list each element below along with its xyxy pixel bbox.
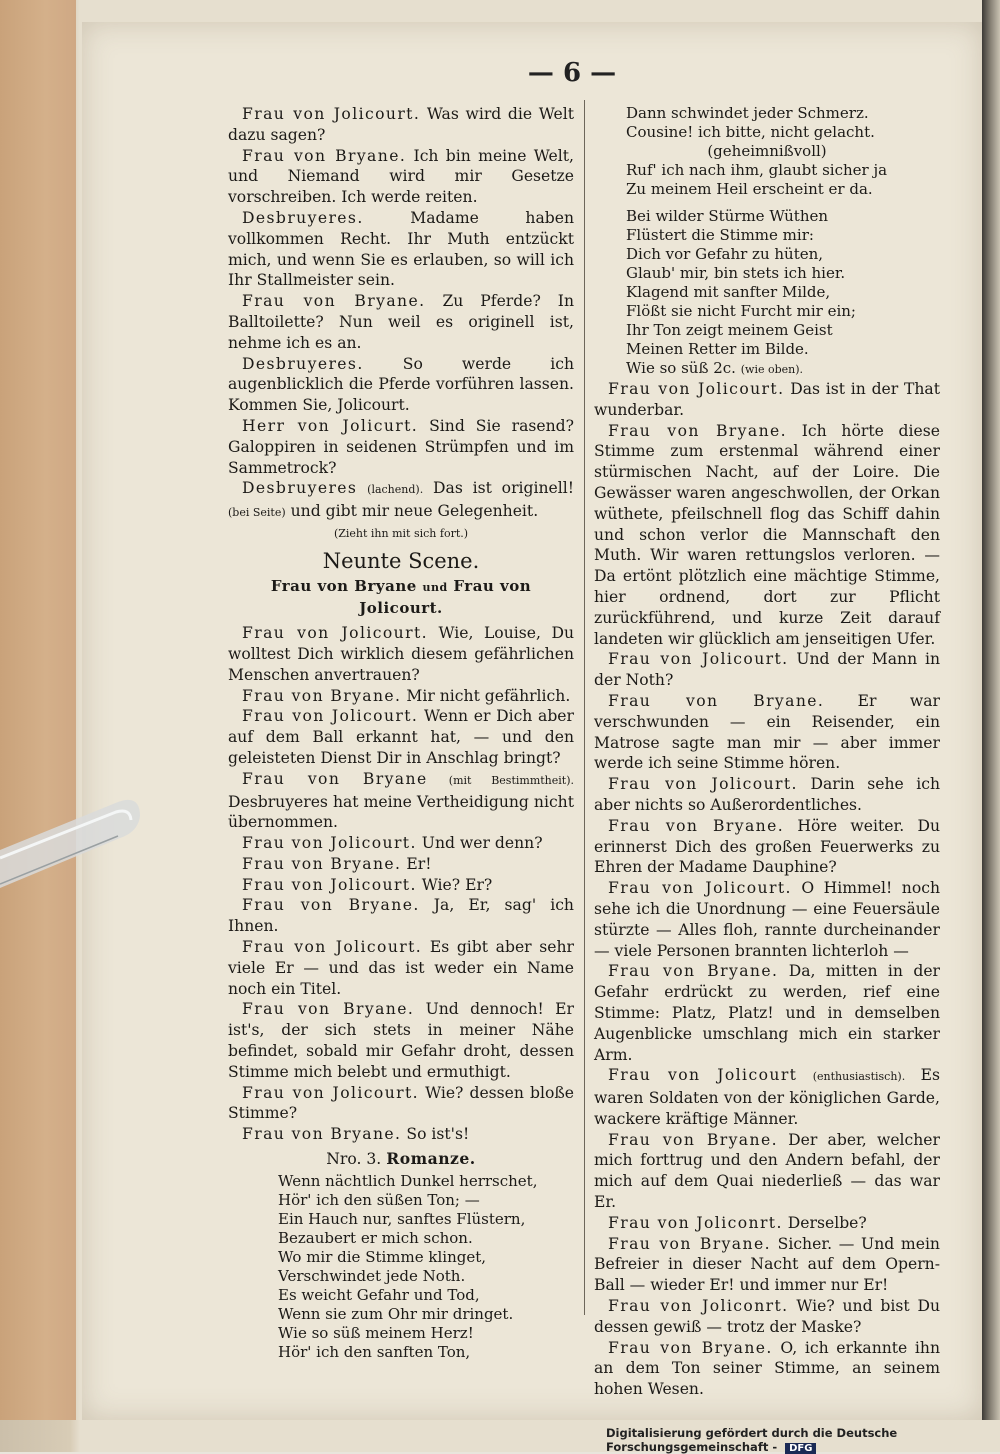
verse-line: Cousine! ich bitte, nicht gelacht. — [626, 123, 875, 141]
stage-direction: (lachend). — [367, 483, 424, 497]
book-binding-edge — [0, 0, 76, 1420]
dialogue-block-right-b — [594, 1130, 940, 1400]
verse-line: Ruf' ich nach ihm, glaubt sicher ja — [626, 161, 888, 179]
verse-line: Klagend mit sanfter Milde, — [626, 283, 831, 301]
left-column — [228, 104, 574, 1362]
dialogue-line — [594, 691, 940, 774]
verse-line: Es weicht Gefahr und Tod, — [278, 1285, 480, 1304]
scene-title: Neunte Scene. — [322, 548, 480, 573]
dialogue-text: Sicher. — Und mein Befreier in dieser Nacht auf dem Opern-Ball — wieder Er! und immer nur Er! — [594, 1234, 940, 1295]
dialogue-text: Da, mitten in der Gefahr erdrückt zu werden, rief eine Stimme: Platz, Platz! und in demselben Augenblicke umschlang mich ein starker Arm. — [594, 962, 941, 1064]
dialogue-line — [228, 208, 574, 291]
dialogue-block-top — [228, 104, 574, 478]
verse-line: Glaub' mir, bin stets ich hier. — [626, 264, 846, 282]
dialogue-line — [594, 816, 940, 878]
speaker: Frau von Bryane. — [242, 686, 402, 705]
dialogue-text: Und der Mann in der Noth? — [594, 650, 940, 690]
dialogue-text: Darin sehe ich aber nichts so Außerordentliches. — [594, 775, 940, 814]
verse-line: Hör' ich den sanften Ton, — [278, 1342, 471, 1361]
dialogue-block-after — [228, 833, 574, 1145]
speaker: Frau von Jolicourt. — [608, 650, 789, 669]
dialogue-text: Höre weiter. Du erinnerst Dich des großen Feuerwerks zu Ehren der Madame Dauphine? — [594, 816, 940, 877]
speaker: Frau von Jolicourt — [608, 1066, 798, 1085]
speaker: Frau von Bryane. — [608, 1338, 773, 1357]
dialogue-text: Wie? dessen bloße Stimme? — [228, 1083, 574, 1123]
dialogue-text: Er! — [406, 854, 432, 873]
dialogue-text: Wie? Er? — [421, 875, 493, 894]
dialogue-line — [594, 774, 940, 816]
speaker: Frau von Bryane. — [608, 1234, 771, 1253]
romance-verse — [228, 1172, 574, 1362]
scan-right-edge — [982, 0, 1000, 1420]
speaker: Frau von Jolicourt. — [608, 879, 792, 898]
dialogue-line — [594, 421, 940, 650]
speaker: Frau von Bryane. — [608, 421, 787, 440]
dialogue-line — [594, 961, 940, 1065]
dialogue-line — [594, 878, 940, 961]
dialogue-line — [228, 895, 574, 937]
dialogue-line — [228, 416, 574, 478]
dialogue-line — [228, 999, 574, 1082]
dialogue-text: Er war verschwunden — ein Reisender, ein Matrose sagte man mir — aber immer werde ich seine Stimme hören. — [594, 691, 940, 773]
speaker: Frau von Joliconrt. — [608, 1297, 789, 1316]
verse-line: Dann schwindet jeder Schmerz. — [626, 104, 869, 122]
dialogue-line — [228, 875, 574, 896]
dialogue-text: Was wird die Welt dazu sagen? — [228, 105, 574, 144]
speaker: Frau von Bryane. — [242, 292, 426, 311]
stage-direction: (mit Bestimmtheit). — [448, 773, 574, 787]
speaker: Frau von Bryane. — [242, 896, 420, 915]
speaker: Frau von Jolicourt. — [608, 380, 785, 398]
scene-persons: Frau von Bryane und Frau von Jolicourt. — [270, 576, 532, 618]
song-number: Nro. 3. — [326, 1150, 382, 1169]
song-title: Romanze. — [386, 1149, 476, 1169]
dialogue-line — [228, 1083, 574, 1125]
right-column — [594, 104, 940, 1400]
digitization-footer — [606, 1426, 1000, 1454]
dialogue-text: Ich bin meine Welt, und Niemand wird mir Gesetze vorschreiben. Ich werde reiten. — [228, 146, 574, 207]
dialogue-line-bestimmtheit — [228, 769, 574, 833]
speaker: Frau von Jolicourt. — [242, 707, 419, 726]
verse-line: Ihr Ton zeigt meinem Geist — [626, 321, 833, 339]
dialogue-line — [228, 291, 574, 353]
dialogue-text: Wie? und bist Du dessen gewiß — trotz der Maske? — [594, 1297, 940, 1336]
dialogue-line — [228, 104, 574, 146]
dialogue-text: Desbruyeres hat meine Vertheidigung nicht übernommen. — [228, 792, 574, 832]
exit-direction: (Zieht ihn mit sich fort.) — [333, 526, 469, 540]
dialogue-line — [228, 623, 574, 685]
dialogue-line — [228, 686, 574, 707]
speaker: Frau von Bryane. — [608, 1130, 778, 1149]
dialogue-line — [228, 854, 574, 875]
verse-line: Wo mir die Stimme klinget, — [278, 1247, 487, 1266]
verse-line: Verschwindet jede Noth. — [278, 1266, 466, 1285]
dialogue-text: Mir nicht gefährlich. — [406, 686, 571, 705]
dialogue-line — [228, 1124, 574, 1145]
verse-line: Ein Hauch nur, sanftes Flüstern, — [278, 1209, 526, 1228]
column-divider — [584, 100, 585, 1315]
dialogue-text: So werde ich augenblicklich die Pferde vorführen lassen. Kommen Sie, Jolicourt. — [228, 354, 574, 415]
verse-line: Dich vor Gefahr zu hüten, — [626, 245, 824, 263]
speaker: Frau von Bryane. — [242, 854, 402, 873]
dialogue-line-enthusiastisch — [594, 1065, 940, 1129]
speaker: Frau von Jolicourt. — [242, 834, 417, 853]
dialogue-block-right-a — [594, 379, 940, 1065]
speaker: Frau von Bryane. — [242, 1000, 415, 1019]
dialogue-line — [594, 1213, 940, 1234]
dialogue-text: Das ist in der That wunderbar. — [594, 380, 940, 419]
stage-direction-aside: (bei Seite) — [228, 506, 286, 520]
dialogue-line — [228, 354, 574, 416]
verse-line: Wenn sie zum Ohr mir dringet. — [278, 1304, 514, 1323]
verse-line: Wenn nächtlich Dunkel herrschet, — [278, 1171, 538, 1190]
speaker: Desbruyeres — [242, 479, 358, 498]
dialogue-text: Ich hörte diese Stimme zum erstenmal während einer stürmischen Nacht, auf der Loire. Die Gewässer waren angeschwollen, der Orkan wüthete, pfeilschnell flog das Schiff dahin und schon verlor die Mannschaft den Muth. Wir waren rettungslos verloren. — Da ertönt plötzlich eine mächtige Stimme, hier ordnend, dort zur Pflicht zurückführend, und kurze Zeit darauf landeten wir glücklich am jenseitigen Ufer. — [594, 421, 940, 648]
romance-verse-continued — [594, 104, 940, 142]
speaker: Herr von Jolicurt. — [242, 416, 419, 435]
dfg-logo: DFG — [785, 1443, 816, 1454]
dialogue-text: Es waren Soldaten von der königlichen Garde, wackere kräftige Männer. — [594, 1066, 940, 1128]
dialogue-line — [594, 379, 940, 421]
dialogue-text: Ja, Er, sag' ich Ihnen. — [228, 896, 574, 936]
romance-verse-b — [594, 161, 940, 199]
romance-verse-c — [594, 207, 940, 359]
verse-line: Bezaubert er mich schon. — [278, 1228, 473, 1247]
speaker: Frau von Joliconrt. — [608, 1213, 783, 1232]
dialogue-text: Zu Pferde? In Balltoilette? Nun weil es originell ist, nehme ich es an. — [228, 292, 575, 352]
dialogue-text: So ist's! — [406, 1125, 470, 1144]
song-heading — [228, 1149, 574, 1170]
footer-text: Digitalisierung gefördert durch die Deutsche Forschungsgemeinschaft - — [606, 1426, 898, 1454]
stage-direction-geheim: (geheimnißvoll) — [707, 142, 827, 160]
speaker: Frau von Jolicourt. — [608, 775, 798, 794]
dialogue-line — [594, 1234, 940, 1296]
dialogue-text: Und dennoch! Er ist's, der sich stets in meiner Nähe befindet, sobald mir Gefahr droht, dessen Stimme mich belebt und ermuthigt. — [228, 1000, 574, 1081]
dialogue-line — [594, 1338, 940, 1400]
dialogue-line — [228, 146, 574, 208]
dialogue-text: Das ist originell! — [433, 479, 574, 498]
dialogue-text: Wenn er Dich aber auf dem Ball erkannt hat, — und den geleisteten Dienst Dir in Anschlag bringt? — [228, 707, 574, 767]
speaker: Frau von Bryane. — [242, 146, 407, 165]
speaker: Frau von Bryane — [242, 769, 428, 788]
dialogue-line-lachend — [228, 478, 574, 524]
dialogue-text: und gibt mir neue Gelegenheit. — [290, 502, 539, 521]
verse-line: Flüstert die Stimme mir: — [626, 226, 814, 244]
dialogue-text: Der aber, welcher mich forttrug und den Andern befahl, der mich auf dem Quai niederließ — das war Er. — [594, 1130, 940, 1212]
speaker: Frau von Jolicourt. — [242, 624, 428, 643]
dialogue-text: Madame haben vollkommen Recht. Ihr Muth entzückt mich, und wenn Sie es erlauben, so will ich Ihr Stallmeister sein. — [228, 208, 574, 290]
speaker: Frau von Bryane. — [608, 816, 785, 835]
dialogue-line — [228, 937, 574, 999]
verse-end: Wie so süß 2c. (wie oben). — [626, 359, 804, 377]
dialogue-text: Wie, Louise, Du wolltest Dich wirklich diesem gefährlichen Menschen anvertrauen? — [228, 624, 574, 684]
dialogue-text: O Himmel! noch sehe ich die Unordnung — eine Feuersäule stürzte — Alles floh, rannte durcheinander — viele Personen brannten lichterloh — — [594, 879, 940, 960]
dialogue-text: Sind Sie rasend? Galoppiren in seidenen Strümpfen und im Sammetrock? — [228, 416, 574, 477]
verse-line: Zu meinem Heil erscheint er da. — [626, 180, 873, 198]
verse-line: Flößt sie nicht Furcht mir ein; — [626, 302, 856, 320]
dialogue-text: Und wer denn? — [421, 834, 543, 853]
speaker: Frau von Bryane. — [608, 962, 779, 981]
verse-line: Bei wilder Stürme Wüthen — [626, 207, 829, 225]
verse-line: Meinen Retter im Bilde. — [626, 340, 809, 358]
scanner-clip — [0, 780, 145, 900]
speaker: Desbruyeres. — [242, 354, 364, 373]
dialogue-text: O, ich erkannte ihn an dem Ton seiner Stimme, an seinem hohen Wesen. — [594, 1338, 940, 1399]
page-number: — 6 — — [527, 58, 617, 88]
speaker: Frau von Jolicourt. — [242, 105, 421, 123]
speaker: Desbruyeres. — [242, 208, 364, 227]
dialogue-line — [228, 833, 574, 854]
dialogue-text: Es gibt aber sehr viele Er — und das ist weder ein Name noch ein Titel. — [228, 938, 574, 998]
speaker: Frau von Jolicourt. — [242, 875, 417, 894]
verse-line: Wie so süß meinem Herz! — [278, 1323, 474, 1342]
verse-line: Hör' ich den süßen Ton; — — [278, 1190, 480, 1209]
stage-direction: (enthusiastisch). — [812, 1070, 906, 1084]
speaker: Frau von Bryane. — [608, 691, 825, 710]
dialogue-line — [594, 649, 940, 691]
dialogue-line — [594, 1296, 940, 1338]
dialogue-line — [594, 1130, 940, 1213]
dialogue-text: Derselbe? — [787, 1213, 867, 1232]
speaker: Frau von Jolicourt. — [242, 1083, 420, 1102]
dialogue-line — [228, 706, 574, 768]
speaker: Frau von Bryane. — [242, 1125, 402, 1144]
dialogue-block-scene — [228, 623, 574, 769]
speaker: Frau von Jolicourt. — [242, 938, 423, 957]
